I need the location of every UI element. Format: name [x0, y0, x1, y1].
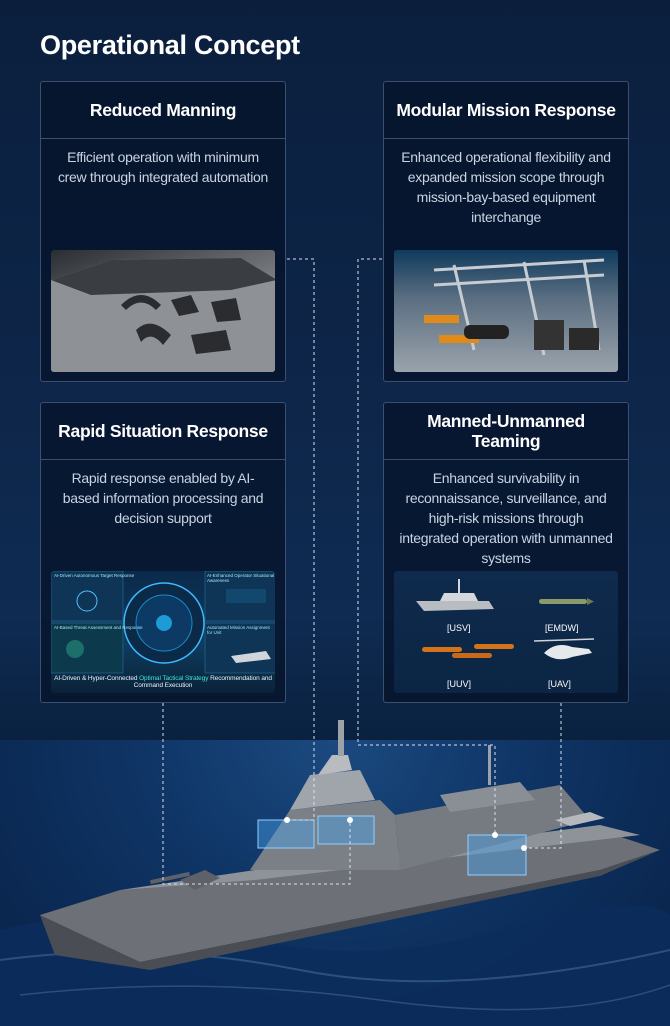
card-description: Enhanced operational flexibility and expanded mission scope through mission-bay-based equipment interchange — [401, 149, 611, 225]
card-title: Reduced Manning — [41, 82, 285, 139]
uav-label: [UAV] — [548, 679, 571, 689]
mission-bay-image — [394, 250, 618, 372]
bridge-interior-image — [51, 250, 275, 372]
panel-caption-3: AI-Based Threat Assessment and Response — [54, 625, 143, 630]
usv-label: [USV] — [447, 623, 471, 633]
card-title: Manned-Unmanned Teaming — [384, 403, 628, 460]
ai-strategy-caption: AI-Driven & Hyper-Connected Optimal Tactical Strategy Recommendation and Command Execution — [54, 675, 272, 689]
panel-caption-1: AI-Driven Autonomous Target Response — [54, 573, 135, 578]
card-manned-unmanned — [383, 402, 629, 703]
panel-caption-2: AI-Enhanced Operator Situational Awareness — [207, 573, 275, 583]
card-rapid-situation — [40, 402, 286, 703]
card-description: Rapid response enabled by AI-based information processing and decision support — [62, 470, 264, 526]
card-description: Enhanced survivability in reconnaissance, surveillance, and high-risk missions through integrated operation with unmanned systems — [399, 470, 613, 566]
ship-illustration — [0, 700, 670, 1026]
unmanned-systems-image — [394, 571, 618, 693]
uuv-label: [UUV] — [447, 679, 472, 689]
panel-caption-4: Automated Mission Assignment for Unit — [207, 625, 270, 635]
page-title: Operational Concept — [40, 30, 300, 60]
card-reduced-manning — [40, 81, 286, 382]
card-description: Efficient operation with minimum crew through integrated automation — [57, 149, 269, 185]
card-modular-mission — [383, 81, 629, 382]
emdw-label: [EMDW] — [545, 623, 579, 633]
card-title: Rapid Situation Response — [41, 403, 285, 460]
ai-dashboard-image — [51, 571, 275, 693]
card-title: Modular Mission Response — [384, 82, 628, 139]
